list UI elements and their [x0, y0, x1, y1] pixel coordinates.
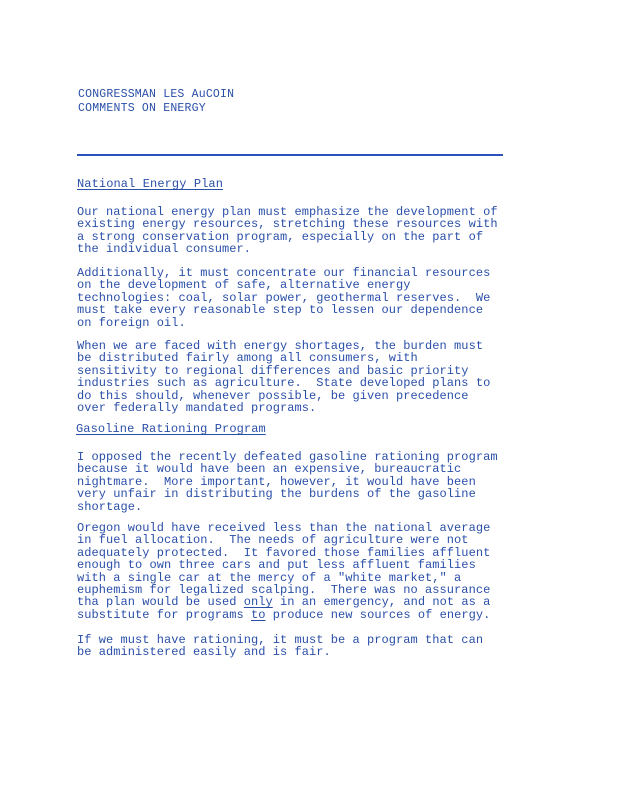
text-line: because it would have been an expensive, bureaucratic	[77, 462, 462, 477]
underlined-word: only	[243, 595, 273, 610]
text-line: do this should, whenever possible, be given precedence	[77, 388, 469, 403]
text-line: on foreign oil.	[77, 315, 186, 330]
paragraph	[77, 267, 490, 329]
text-line: euphemism for legalized scalping. There was no assurance	[77, 583, 491, 598]
paragraph	[77, 451, 498, 513]
text-line: in fuel allocation. The needs of agriculture were not	[77, 533, 469, 548]
text-line: sensitivity to regional differences and basic priority	[77, 363, 469, 378]
paragraph	[77, 522, 490, 621]
text-line: enough to own three cars and put less affluent families	[77, 558, 476, 573]
text-line: be administered easily and is fair.	[77, 645, 331, 660]
paragraph	[77, 634, 483, 659]
header-name: CONGRESSMAN LES AuCOIN	[78, 88, 235, 101]
text-line: Our national energy plan must emphasize the development of	[77, 205, 498, 219]
section-heading-national-energy-plan: National Energy Plan	[77, 177, 224, 191]
text-line: on the development of safe, alternative energy	[77, 278, 411, 293]
text-line-underlined-words: tha plan would be used only in an emergency, and not as a	[77, 595, 491, 610]
text-line: must take every reasonable step to lessen our dependence	[77, 303, 484, 318]
header-divider	[77, 154, 503, 156]
text-line: existing energy resources, stretching these resources with	[77, 217, 498, 232]
text-line: Additionally, it must concentrate our financial resources	[77, 266, 491, 280]
text-line: be distributed fairly among all consumers, with	[77, 351, 418, 366]
text-line: Oregon would have received less than the national average	[77, 521, 491, 535]
text-line: industries such as agriculture. State developed plans to	[77, 376, 491, 391]
paragraph	[77, 340, 490, 414]
text-line: technologies: coal, solar power, geothermal reserves. We	[77, 290, 491, 305]
text-line: very unfair in distributing the burdens of the gasoline	[77, 487, 476, 502]
text-line: When we are faced with energy shortages, the burden must	[77, 339, 484, 353]
underlined-word: to	[251, 607, 266, 622]
letterhead	[78, 88, 234, 115]
text-line: with a single car at the mercy of a "white market," a	[77, 570, 462, 585]
text-line: adequately protected. It favored those families affluent	[77, 545, 491, 560]
text-line: nightmare. More important, however, it would have been	[77, 474, 476, 489]
text-line: over federally mandated programs.	[77, 401, 317, 416]
text-line: If we must have rationing, it must be a program that can	[77, 633, 484, 647]
text-line: shortage.	[77, 499, 143, 514]
paragraph	[77, 206, 498, 256]
header-subtitle: COMMENTS ON ENERGY	[78, 101, 206, 115]
text-line: a strong conservation program, especially on the part of	[77, 229, 484, 244]
text-line: the individual consumer.	[77, 242, 252, 257]
text-line-underlined-words: substitute for programs to produce new sources of energy.	[77, 607, 491, 622]
text-line: I opposed the recently defeated gasoline rationing program	[77, 450, 498, 464]
section-heading-gasoline-rationing: Gasoline Rationing Program	[76, 422, 266, 436]
